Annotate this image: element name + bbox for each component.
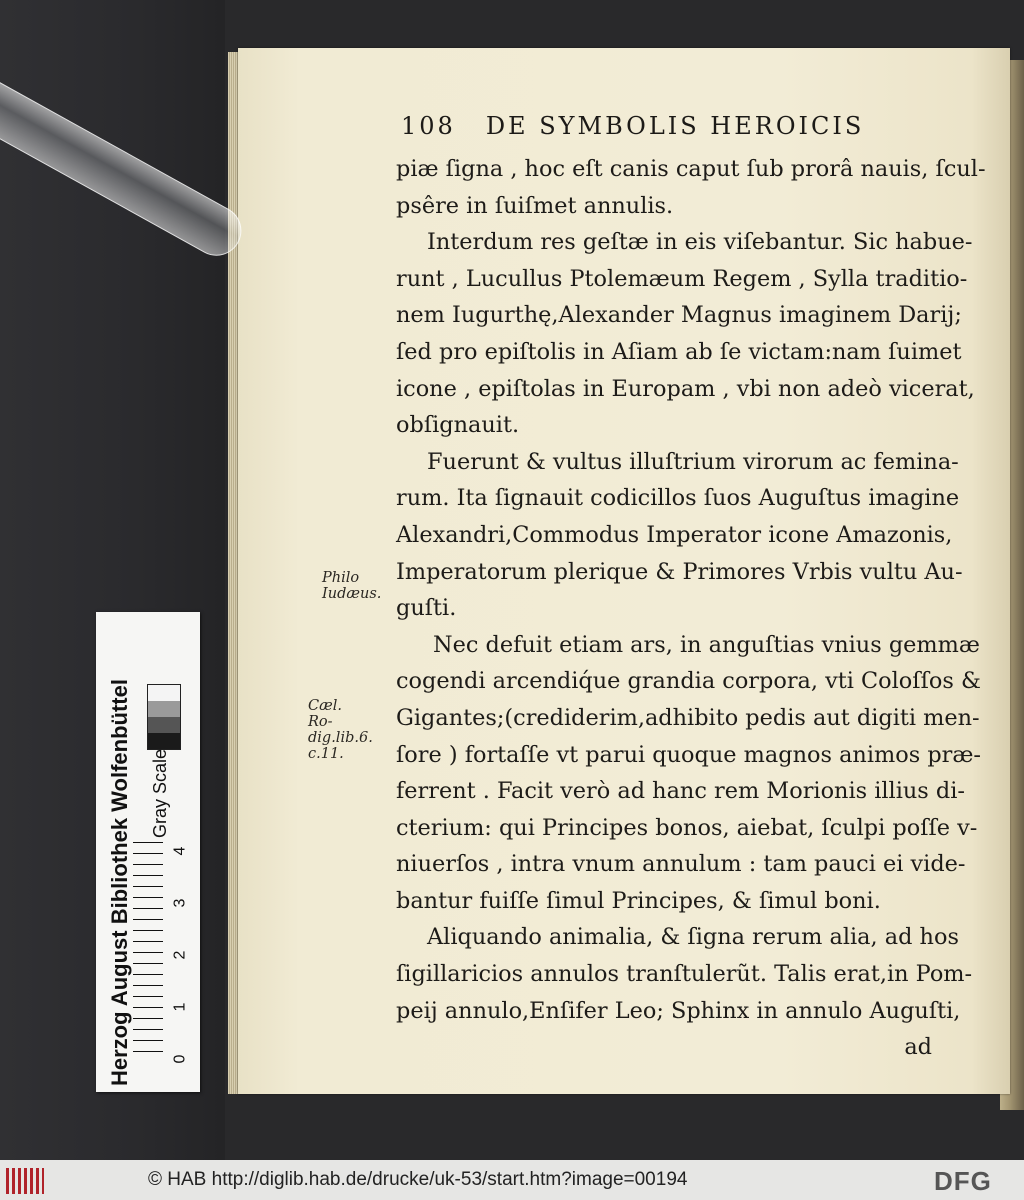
marginal-note-caelius: Cæl. Ro- dig.lib.6. c.11. <box>308 698 373 762</box>
text-line: ſed pro epiſtolis in Aſiam ab ſe victam:nam ſuimet <box>396 338 962 365</box>
catchword: ad <box>904 1034 932 1061</box>
text-line: rum. Ita ſignauit codicillos ſuos Auguſtus imagine <box>396 485 960 512</box>
ruler-number: 3 <box>171 898 189 908</box>
text-line: ſore ) fortaſſe vt parui quoque magnos animos præ- <box>396 741 981 768</box>
gray-scale-label: Gray Scale <box>150 748 170 838</box>
text-line: Nec defuit etiam ars, in anguſtias vnius gemmæ <box>433 631 980 658</box>
text-line: Interdum res geſtæ in eis viſebantur. Sic habue- <box>427 229 973 256</box>
text-line: peij annulo,Enſifer Leo; Sphinx in annulo Auguſti, <box>396 997 961 1024</box>
text-line: cogendi arcendiq́ue grandia corpora, vti Coloſſos & <box>396 668 981 695</box>
ruler-number: 1 <box>171 1002 189 1012</box>
page-number: 108 <box>401 112 456 140</box>
running-head: DE SYMBOLIS HEROICIS <box>485 112 865 140</box>
ruler-number: 2 <box>171 950 189 960</box>
dfg-logo: DFG <box>934 1166 992 1196</box>
text-line: Aliquando animalia, & ſigna rerum alia, ad hos <box>427 924 959 951</box>
credit-url[interactable]: © HAB http://diglib.hab.de/drucke/uk-53/start.htm?image=00194 <box>148 1169 688 1190</box>
running-header <box>401 112 881 144</box>
text-line: icone , epiſtolas in Europam , vbi non adeò vicerat, <box>396 375 975 402</box>
ruler-number: 0 <box>171 1054 189 1064</box>
text-line: Imperatorum plerique & Primores Vrbis vultu Au- <box>396 558 963 585</box>
text-line: Fuerunt & vultus illuſtrium virorum ac femina- <box>427 448 959 475</box>
text-line: nem Iugurthę,Alexander Magnus imaginem Darij; <box>396 302 962 329</box>
text-line: piæ ſigna , hoc eſt canis caput ſub prorâ nauis, ſcul- <box>396 156 986 182</box>
text-line: bantur fuiſſe ſimul Principes, & ſimul boni. <box>396 887 881 914</box>
text-line: ferrent . Facit verò ad hanc rem Morionis illius di- <box>396 778 965 805</box>
footer-bar <box>0 1160 1024 1200</box>
text-line: psêre in ſuiſmet annulis. <box>396 192 674 219</box>
institution-label: Herzog August Bibliothek Wolfenbüttel <box>107 679 132 1086</box>
text-line: Gigantes;(crediderim,adhibito pedis aut digiti men- <box>396 704 980 731</box>
text-line: obſignauit. <box>396 412 520 439</box>
text-line: cterium: qui Principes bonos, aiebat, ſculpi poſſe v- <box>396 814 978 841</box>
text-line: guſti. <box>396 595 457 622</box>
text-line: niuerſos , intra vnum annulum : tam pauci ei vide- <box>396 851 966 878</box>
ruler-number: 4 <box>171 846 189 856</box>
library-logo-icon <box>6 1168 44 1194</box>
body-text <box>396 151 986 1066</box>
ruler-ticks <box>133 842 163 1060</box>
marginal-note-philo: Philo Iudæus. <box>322 570 382 602</box>
text-line: Alexandri,Commodus Imperator icone Amazonis, <box>396 521 953 548</box>
text-line: ſigillaricios annulos tranſtulerũt. Talis erat,in Pom- <box>396 961 973 988</box>
text-line: runt , Lucullus Ptolemæum Regem , Sylla traditio- <box>396 265 968 292</box>
